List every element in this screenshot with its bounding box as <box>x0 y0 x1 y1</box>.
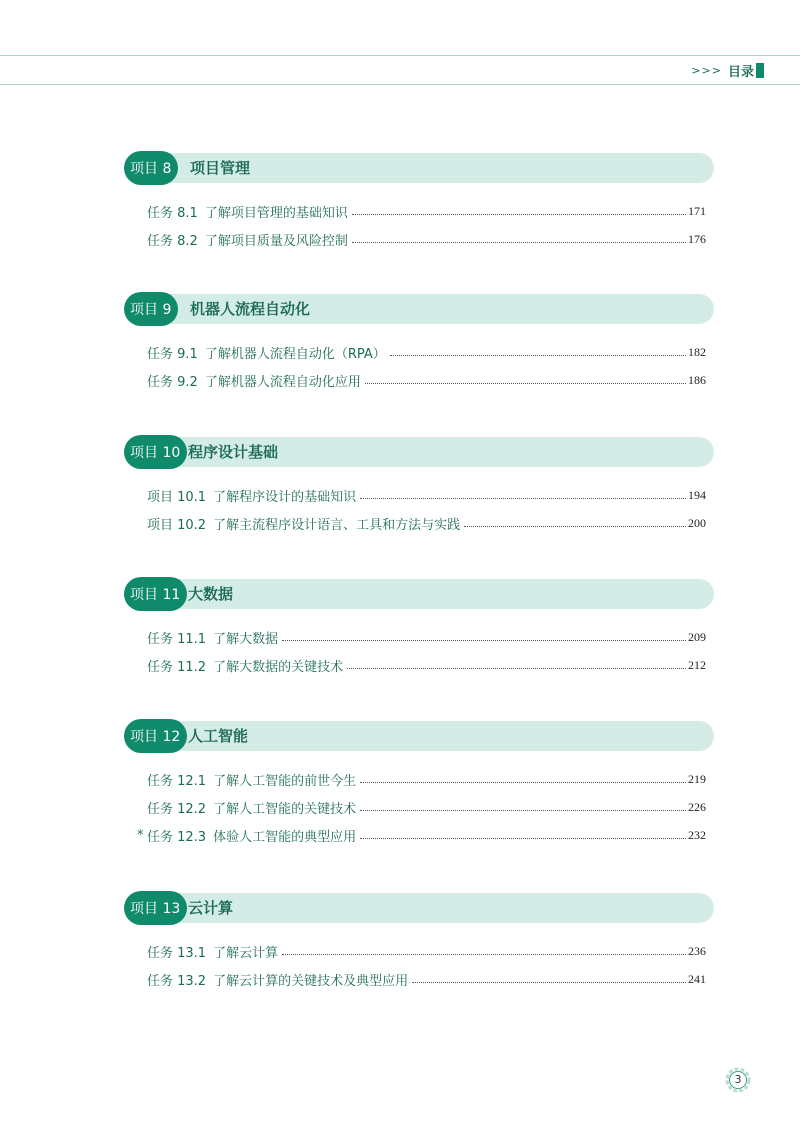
toc-entry[interactable] <box>124 765 714 793</box>
toc-entry[interactable] <box>124 821 714 849</box>
entry-number: 任务 12.2 <box>147 801 207 817</box>
dot-leader <box>352 242 686 243</box>
entry-page: 200 <box>688 515 706 530</box>
entry-number: 任务 8.2 <box>147 233 198 249</box>
dot-leader <box>282 640 686 641</box>
section-heading <box>124 891 714 925</box>
entry-page: 236 <box>688 943 706 958</box>
section-title: 大数据 <box>188 585 234 603</box>
entry-page: 232 <box>688 827 706 842</box>
section-title: 程序设计基础 <box>188 443 279 461</box>
toc-entry[interactable] <box>124 937 714 965</box>
toc-entry[interactable] <box>124 651 714 679</box>
dot-leader <box>360 782 686 783</box>
toc-entry[interactable] <box>124 965 714 993</box>
section-title: 云计算 <box>188 899 234 917</box>
section-title: 人工智能 <box>188 727 249 745</box>
section-label-badge: 项目 8 <box>124 151 178 185</box>
entry-page: 212 <box>688 657 706 672</box>
section-label-badge: 项目 11 <box>124 577 187 611</box>
running-header-label <box>691 61 754 80</box>
section-heading <box>124 577 714 611</box>
toc-section-12 <box>124 719 714 849</box>
dot-leader <box>365 383 686 384</box>
toc-entry[interactable] <box>124 793 714 821</box>
entry-page: 186 <box>688 372 706 387</box>
header-bottom-rule <box>0 84 800 85</box>
toc-section-10 <box>124 435 714 537</box>
section-heading <box>124 719 714 753</box>
dot-leader <box>282 954 686 955</box>
entry-title: 了解人工智能的关键技术 <box>213 801 357 817</box>
section-title: 机器人流程自动化 <box>190 300 311 318</box>
header-title: 目录 <box>727 65 754 80</box>
toc-entry[interactable] <box>124 509 714 537</box>
entry-number: 任务 11.1 <box>147 631 207 647</box>
entry-title: 了解程序设计的基础知识 <box>213 489 357 505</box>
toc-entry[interactable] <box>124 623 714 651</box>
entry-number: 任务 9.1 <box>147 346 198 362</box>
section-label-badge: 项目 13 <box>124 891 187 925</box>
entry-title: 了解大数据的关键技术 <box>213 659 344 675</box>
entry-title: 了解机器人流程自动化应用 <box>204 374 361 390</box>
entry-title: 了解大数据 <box>213 631 279 647</box>
entry-page: 171 <box>688 203 706 218</box>
dot-leader <box>352 214 686 215</box>
entry-title: 了解项目质量及风险控制 <box>204 233 348 249</box>
section-heading <box>124 151 714 185</box>
header-marker-block <box>756 63 764 78</box>
entry-page: 226 <box>688 799 706 814</box>
entry-number: 任务 8.1 <box>147 205 198 221</box>
entry-title: 了解人工智能的前世今生 <box>213 773 357 789</box>
toc-entry[interactable] <box>124 481 714 509</box>
entry-number: 任务 13.2 <box>147 973 207 989</box>
entry-number: 任务 12.1 <box>147 773 207 789</box>
page-number: 3 <box>734 1073 742 1086</box>
entry-number: 任务 9.2 <box>147 374 198 390</box>
section-heading <box>124 435 714 469</box>
chevron-icon: >>> <box>691 64 722 77</box>
section-label-badge: 项目 9 <box>124 292 178 326</box>
entry-title: 了解云计算 <box>213 945 279 961</box>
entry-title: 了解机器人流程自动化（RPA） <box>204 346 386 362</box>
toc-entry[interactable] <box>124 197 714 225</box>
section-label-badge: 项目 10 <box>124 435 187 469</box>
toc-section-13 <box>124 891 714 993</box>
entry-number: 任务 11.2 <box>147 659 207 675</box>
section-title: 项目管理 <box>190 159 251 177</box>
optional-marker: * <box>137 827 144 843</box>
entry-title: 了解项目管理的基础知识 <box>204 205 348 221</box>
entry-number: 项目 10.1 <box>147 489 207 505</box>
dot-leader <box>464 526 686 527</box>
entry-title: 了解主流程序设计语言、工具和方法与实践 <box>213 517 461 533</box>
entry-page: 219 <box>688 771 706 786</box>
toc-section-9 <box>124 292 714 394</box>
entry-title: 体验人工智能的典型应用 <box>213 829 357 845</box>
entry-number: 任务 12.3 <box>147 829 207 845</box>
dot-leader <box>360 810 686 811</box>
entry-page: 182 <box>688 344 706 359</box>
toc-section-11 <box>124 577 714 679</box>
page-number-badge <box>725 1067 751 1093</box>
entry-title: 了解云计算的关键技术及典型应用 <box>213 973 409 989</box>
dot-leader <box>360 838 686 839</box>
dot-leader <box>412 982 686 983</box>
entry-page: 241 <box>688 971 706 986</box>
dot-leader <box>390 355 686 356</box>
dot-leader <box>360 498 686 499</box>
entry-number: 项目 10.2 <box>147 517 207 533</box>
section-label-badge: 项目 12 <box>124 719 187 753</box>
entry-page: 194 <box>688 487 706 502</box>
entry-number: 任务 13.1 <box>147 945 207 961</box>
toc-entry[interactable] <box>124 366 714 394</box>
entry-page: 209 <box>688 629 706 644</box>
toc-entry[interactable] <box>124 225 714 253</box>
toc-section-8 <box>124 151 714 253</box>
running-header <box>0 56 800 84</box>
dot-leader <box>347 668 686 669</box>
toc-entry[interactable] <box>124 338 714 366</box>
section-heading <box>124 292 714 326</box>
entry-page: 176 <box>688 231 706 246</box>
